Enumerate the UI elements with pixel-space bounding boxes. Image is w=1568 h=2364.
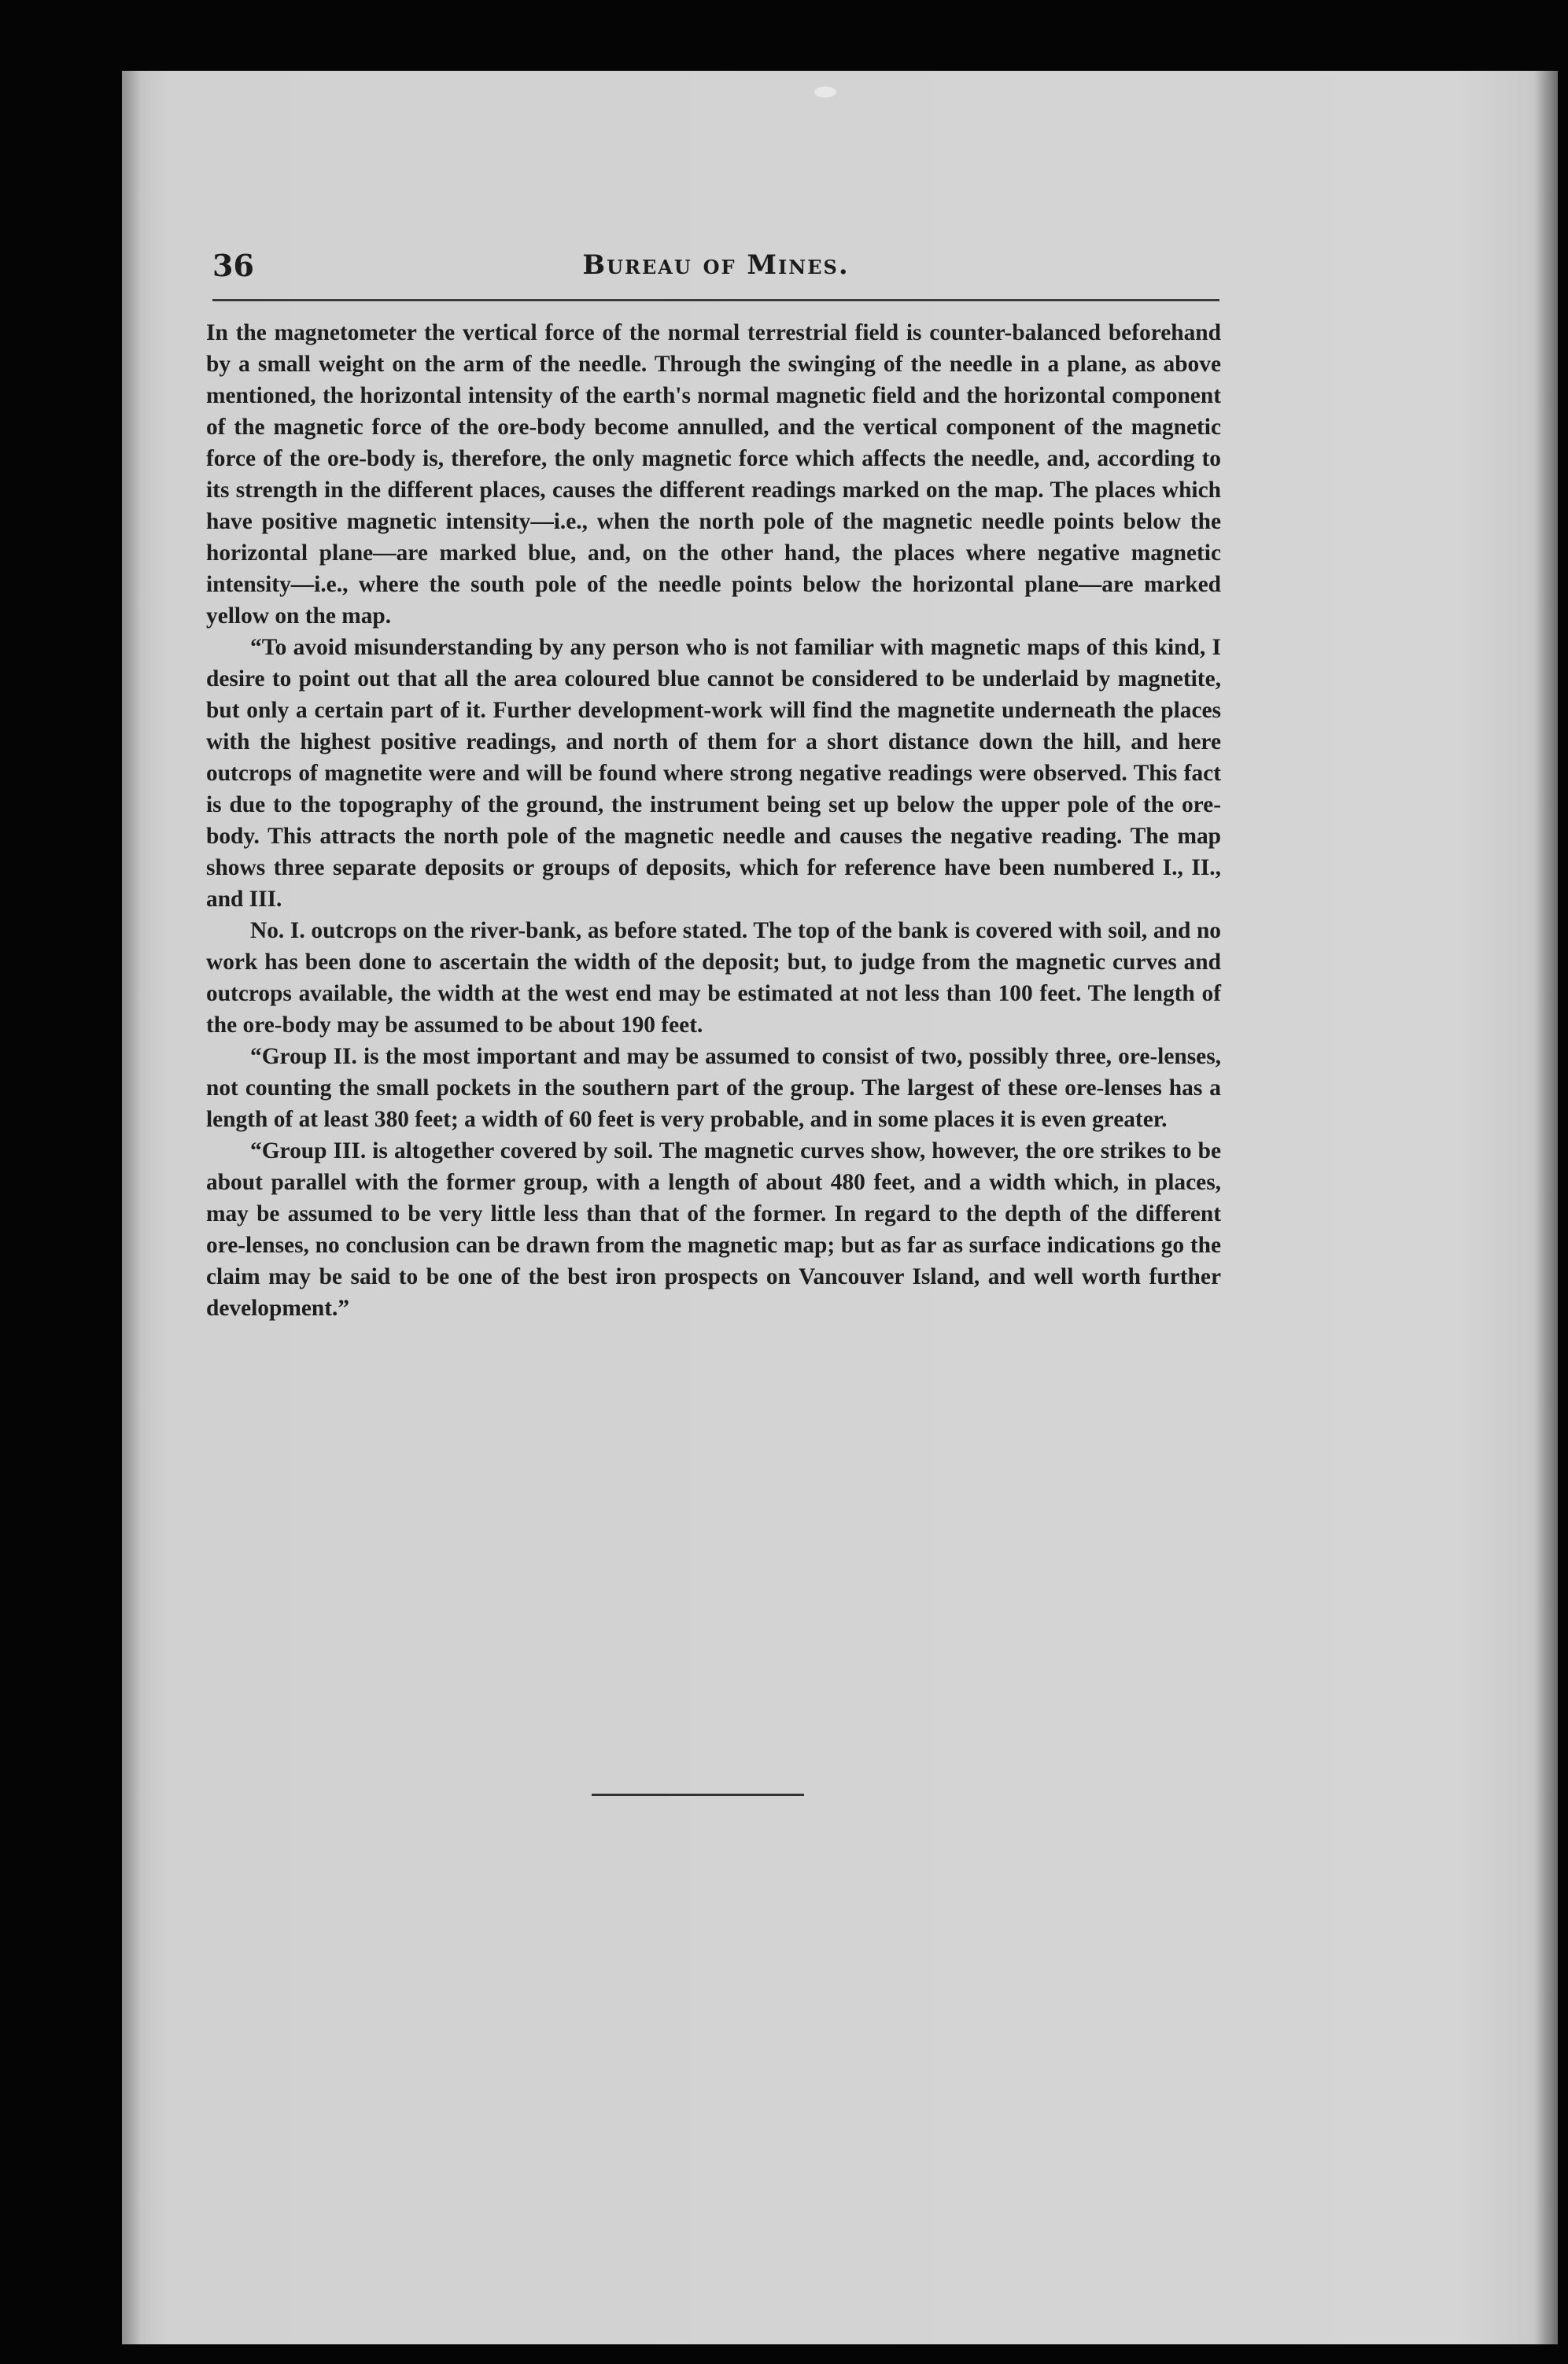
header-rule <box>212 299 1219 301</box>
page-header <box>212 248 1219 295</box>
page-edge-shadow-left <box>122 71 141 2344</box>
scan-speck <box>814 87 836 98</box>
paragraph: In the magnetometer the vertical force of the normal terrestrial field is counter-balanced beforehand by a small weight on the arm of the needle. Through the swinging of the needle in a plane, as above mentioned, the horizontal intensity of the earth's normal magnetic field and the horizontal component of the magnetic force of the ore-body become annulled, and the vertical component of the magnetic force of the ore-body is, therefore, the only magnetic force which affects the needle, and, according to its strength in the different places, causes the different readings marked on the map. The places which have positive magnetic intensity—i.e., when the north pole of the magnetic needle points below the horizontal plane—are marked blue, and, on the other hand, the places where negative magnetic intensity—i.e., where the south pole of the needle points below the horizontal plane—are marked yellow on the map. <box>206 320 1221 629</box>
paragraph: “Group III. is altogether covered by soil. The magnetic curves show, however, the ore strikes to be about parallel with the former group, with a length of about 480 feet, and a width which, in places, may be assumed to be very little less than that of the former. In regard to the depth of the different ore-lenses, no conclusion can be drawn from the magnetic map; but as far as surface indications go the claim may be said to be one of the best iron prospects on Vancouver Island, and well worth further development.” <box>206 1138 1221 1321</box>
page-edge-shadow-right <box>1534 71 1558 2344</box>
paragraph: No. I. outcrops on the river-bank, as before stated. The top of the bank is covered with soil, and no work has been done to ascertain the width of the deposit; but, to judge from the magnetic curves and outcrops available, the width at the west end may be estimated at not less than 100 feet. The length of the ore-body may be assumed to be about 190 feet. <box>206 918 1221 1038</box>
running-head: Bureau of Mines. <box>582 249 850 281</box>
page-number: 36 <box>212 248 254 283</box>
section-end-rule <box>592 1794 804 1796</box>
paragraph: “Group II. is the most important and may be assumed to consist of two, possibly three, ore-lenses, not counting the small pockets in the southern part of the group. The largest of these ore-lenses has a length of at least 380 feet; a width of 60 feet is very probable, and in some places it is even greater. <box>206 1044 1221 1132</box>
body-text <box>206 317 1221 1324</box>
paragraph: “To avoid misunderstanding by any person who is not familiar with magnetic maps of this kind, I desire to point out that all the area coloured blue cannot be considered to be underlaid by magnetite, but only a certain part of it. Further development-work will find the magnetite underneath the places with the highest positive readings, and north of them for a short distance down the hill, and here outcrops of magnetite were and will be found where strong negative readings were observed. This fact is due to the topography of the ground, the instrument being set up below the upper pole of the ore-body. This attracts the north pole of the magnetic needle and causes the negative reading. The map shows three separate deposits or groups of deposits, which for reference have been numbered I., II., and III. <box>206 635 1221 912</box>
